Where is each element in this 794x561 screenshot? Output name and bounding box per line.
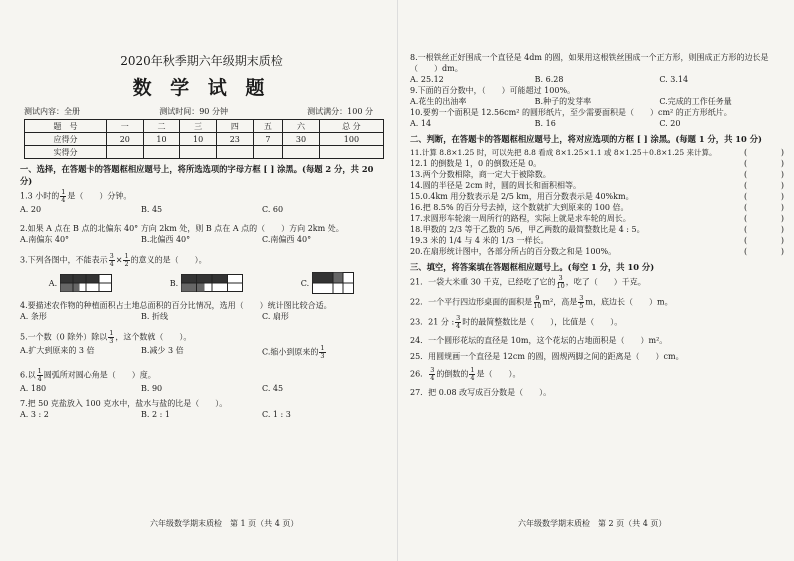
- table-cell: 23: [216, 133, 253, 146]
- table-cell: [283, 146, 320, 159]
- question-5-options: A.扩大到原来的 3 倍 B.减少 3 倍 C.缩小到原来的 $\frac{1}{3}$: [20, 344, 325, 360]
- table-cell: 10: [180, 133, 217, 146]
- table-cell: 7: [253, 133, 283, 146]
- question-5: 5.一个数（0 除外）除以 $\frac{1}{3}$ ，这个数就（ ）。: [20, 329, 192, 345]
- table-row: [25, 120, 384, 133]
- grid-figure-icon: [60, 274, 112, 292]
- table-cell: 30: [283, 133, 320, 146]
- table-cell: 实得分: [25, 146, 107, 159]
- question-3: 3.下列各图中，不能表示 $\frac{3}{4}$ × $\frac{1}{2}$ 的意义的是（ ）。: [20, 252, 207, 268]
- question-24: 24．一个圆形花坛的直径是 10m，这个花坛的占地面积是（ ）m²。: [410, 336, 668, 345]
- judge-item-19: 19.3 米的 1/4 与 4 米的 1/3 一样长。 ( ): [410, 236, 784, 245]
- exam-header: 2020年秋季期六年级期末质检: [120, 54, 283, 68]
- question-9-options: A.花生的出油率 B.种子的发芽率 C.完成的工作任务量: [410, 97, 732, 106]
- section-3-heading: 三、填空，将答案填在答题框相应题号上。(每空 1 分，共 10 分): [410, 262, 655, 272]
- table-cell: 10: [143, 133, 180, 146]
- question-27: 27．把 0.08 改写成百分数是（ ）。: [410, 388, 552, 397]
- question-6-options: A. 180 B. 90 C. 45: [20, 384, 284, 393]
- question-23: 23．21 分 : $\frac{3}{4}$ 时的最简整数比是（ ），比值是（ ）。: [410, 314, 623, 330]
- section-1-heading: 一、选择，在答题卡的答题框相应题号上，将所选选项的字母方框 [ ] 涂黑。(每题 2 分，共 20 分): [20, 164, 374, 186]
- question-25: 25．用圆规画一个直径是 12cm 的圆，圆规两脚之间的距离是（ ）cm。: [410, 352, 684, 361]
- question-7-options: A. 3 : 2 B. 2 : 1 C. 1 : 3: [20, 410, 291, 419]
- question-4-options: A. 条形 B. 折线 C. 扇形: [20, 312, 289, 321]
- page-1-footer: 六年级数学期末质检 第 1 页（共 4 页）: [150, 519, 299, 528]
- table-cell: [106, 146, 143, 159]
- figure-b: B.: [170, 274, 243, 292]
- table-cell: 题 号: [25, 120, 107, 133]
- table-cell: 六: [283, 120, 320, 133]
- question-1: 1.3 小时的 $\frac{1}{4}$ 是（ ）分钟。: [20, 188, 132, 204]
- table-cell: [143, 146, 180, 159]
- question-8-options: A. 25.12 B. 6.28 C. 3.14: [410, 75, 689, 84]
- table-cell: 应得分: [25, 133, 107, 146]
- table-cell: 二: [143, 120, 180, 133]
- table-cell: 一: [106, 120, 143, 133]
- judge-item-18: 18.甲数的 2/3 等于乙数的 5/6，甲乙两数的最简整数比是 4 : 5。 ( ): [410, 225, 784, 234]
- table-cell: 三: [180, 120, 217, 133]
- table-cell: 四: [216, 120, 253, 133]
- question-3-figures: [20, 272, 383, 294]
- question-7: 7.把 50 克盐放入 100 克水中，盐水与盐的比是（ ）。: [20, 399, 228, 408]
- judge-item-11: 11.计算 8.8×1.25 时，可以先把 8.8 看成 8×1.25×1.1 或 8×1.25＋0.8×1.25 来计算。 ( ): [410, 148, 784, 157]
- info-content: 测试内容：全册: [24, 107, 80, 116]
- table-cell: [253, 146, 283, 159]
- table-cell: 五: [253, 120, 283, 133]
- question-21: 21．一袋大米重 30 千克，已经吃了它的 $\frac{3}{10}$ ，吃了（ ）千克。: [410, 274, 646, 290]
- judge-item-20: 20.在扇形统计图中，各部分所占的百分数之和是 100%。 ( ): [410, 247, 784, 256]
- judge-item-17: 17.求圆形车轮滚一周所行的路程，实际上就是求车轮的周长。 ( ): [410, 214, 784, 223]
- question-2: 2.如果 A 点在 B 点的北偏东 40° 方向 2km 处，则 B 点在 A 点的（ ）方向 2km 处。: [20, 224, 344, 233]
- question-6: 6.以 $\frac{1}{4}$ 圆弧所对圆心角是（ ）度。: [20, 367, 156, 383]
- question-1-options: A. 20 B. 45 C. 60: [20, 205, 284, 214]
- judge-item-15: 15.0.4km 用分数表示是 2/5 km，用百分数表示是 40%km。 ( ): [410, 192, 784, 201]
- page-2: [397, 0, 794, 561]
- info-score: 测试满分：100 分: [307, 107, 373, 116]
- question-22: 22．一个平行四边形桌面的面积是 $\frac{9}{10}$ m²，高是 $\frac{3}{5}$ m，底边长（ ）m。: [410, 294, 673, 310]
- question-10: 10.要剪一个面积是 12.56cm² 的圆形纸片，至少需要面积是（ ）cm² 的正方形纸片。: [410, 108, 732, 117]
- table-cell: [319, 146, 383, 159]
- table-cell: 总 分: [319, 120, 383, 133]
- question-9: 9.下面的百分数中，（ ）可能超过 100%。: [410, 86, 576, 95]
- section-2-heading: 二、判断，在答题卡的答题框相应题号上，将对应选项的方框 [ ] 涂黑。(每题 1 分，共 10 分): [410, 134, 762, 144]
- question-2-options: A.南偏东 40° B.北偏西 40° C.南偏西 40°: [20, 235, 312, 244]
- judge-item-16: 16.把 8.5% 的百分号去掉，这个数就扩大到原来的 100 倍。 ( ): [410, 203, 784, 212]
- question-26: 26． $\frac{3}{4}$ 的倒数的 $\frac{1}{4}$ 是（ ）。: [410, 366, 521, 382]
- exam-info: [20, 106, 383, 117]
- figure-c: C.: [301, 272, 354, 294]
- question-4: 4.要描述农作物的种植面积占土地总面积的百分比情况，选用（ ）统计图比较合适。: [20, 301, 332, 310]
- question-8: 8.一根铁丝正好围成一个直径是 4dm 的圆，如果用这根铁丝围成一个正方形，则围成正方形的边长是（ ）dm。: [410, 53, 769, 73]
- exam-title: 数 学 试 题: [132, 77, 271, 99]
- table-cell: [216, 146, 253, 159]
- grid-figure-icon: [312, 272, 354, 294]
- judge-item-14: 14.圆的半径是 2cm 时，圆的周长和面积相等。 ( ): [410, 181, 784, 190]
- table-row: [25, 146, 384, 159]
- info-time: 测试时间：90 分钟: [159, 107, 228, 116]
- table-cell: 20: [106, 133, 143, 146]
- page-2-footer: 六年级数学期末质检 第 2 页（共 4 页）: [518, 519, 667, 528]
- table-row: [25, 133, 384, 146]
- question-10-options: A. 14 B. 16 C. 20: [410, 119, 681, 128]
- judge-item-13: 13.两个分数相除，商一定大于被除数。 ( ): [410, 170, 784, 179]
- figure-a: A.: [49, 274, 112, 292]
- table-cell: [180, 146, 217, 159]
- grid-figure-icon: [181, 274, 243, 292]
- score-table: [24, 119, 384, 159]
- judge-item-12: 12.1 的倒数是 1，0 的倒数还是 0。 ( ): [410, 159, 784, 168]
- table-cell: 100: [319, 133, 383, 146]
